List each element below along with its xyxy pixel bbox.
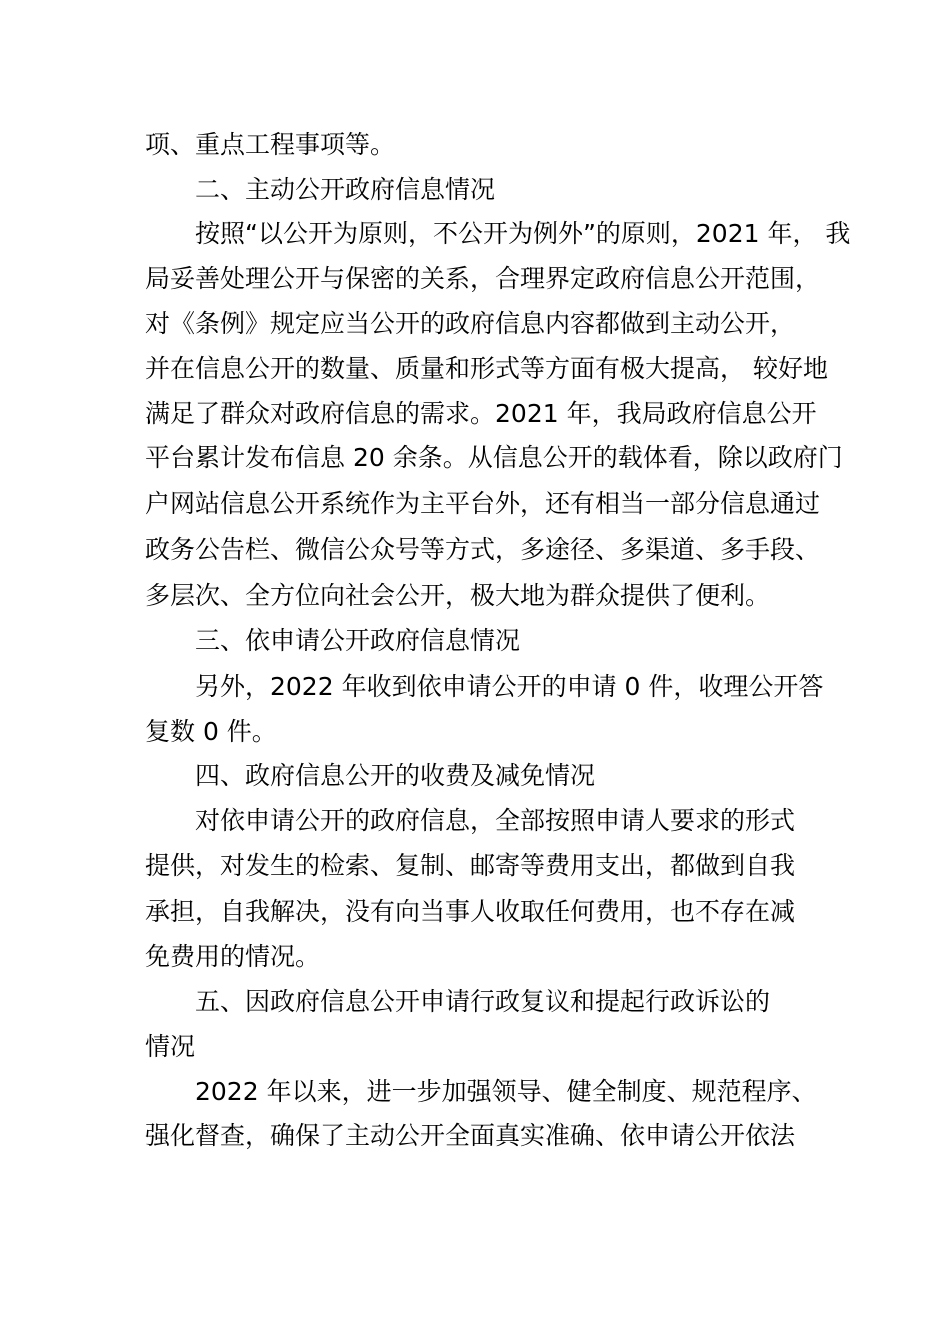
paragraph-line: 户网站信息公开系统作为主平台外，还有相当一部分信息通过: [145, 489, 821, 518]
section-heading: 五、因政府信息公开申请行政复议和提起行政诉讼的: [195, 987, 771, 1016]
paragraph-line: 强化督查，确保了主动公开全面真实准确、依申请公开依法: [145, 1121, 796, 1150]
paragraph-line: 政务公告栏、微信公众号等方式，多途径、多渠道、多手段、: [145, 535, 821, 564]
paragraph-line: 对《条例》规定应当公开的政府信息内容都做到主动公开，: [145, 309, 796, 338]
paragraph-line: 满足了群众对政府信息的需求。2021 年，我局政府信息公开: [145, 399, 817, 428]
paragraph-line: 2022 年以来，进一步加强领导、健全制度、规范程序、: [195, 1077, 817, 1106]
paragraph-line: 平台累计发布信息 20 余条。从信息公开的载体看，除以政府门: [145, 443, 843, 472]
paragraph-line: 免费用的情况。: [145, 942, 321, 971]
paragraph-line: 按照“以公开为原则，不公开为例外”的原则，2021 年， 我: [195, 219, 851, 248]
section-heading: 三、依申请公开政府信息情况: [195, 626, 521, 655]
section-heading: 二、主动公开政府信息情况: [195, 175, 496, 204]
paragraph-line: 承担，自我解决，没有向当事人收取任何费用，也不存在减: [145, 897, 796, 926]
section-heading-continuation: 情况: [145, 1032, 196, 1061]
paragraph-line: 局妥善处理公开与保密的关系，合理界定政府信息公开范围，: [145, 264, 821, 293]
paragraph-line: 对依申请公开的政府信息，全部按照申请人要求的形式: [195, 806, 796, 835]
paragraph-line: 复数 0 件。: [145, 717, 277, 746]
section-heading: 四、政府信息公开的收费及减免情况: [195, 761, 596, 790]
paragraph-line: 并在信息公开的数量、质量和形式等方面有极大提高， 较好地: [145, 354, 828, 383]
paragraph-line: 提供，对发生的检索、复制、邮寄等费用支出，都做到自我: [145, 851, 796, 880]
paragraph-line: 另外，2022 年收到依申请公开的申请 0 件，收理公开答: [195, 672, 824, 701]
paragraph-line: 多层次、全方位向社会公开，极大地为群众提供了便利。: [145, 581, 771, 610]
paragraph-line: 项、重点工程事项等。: [145, 130, 396, 159]
